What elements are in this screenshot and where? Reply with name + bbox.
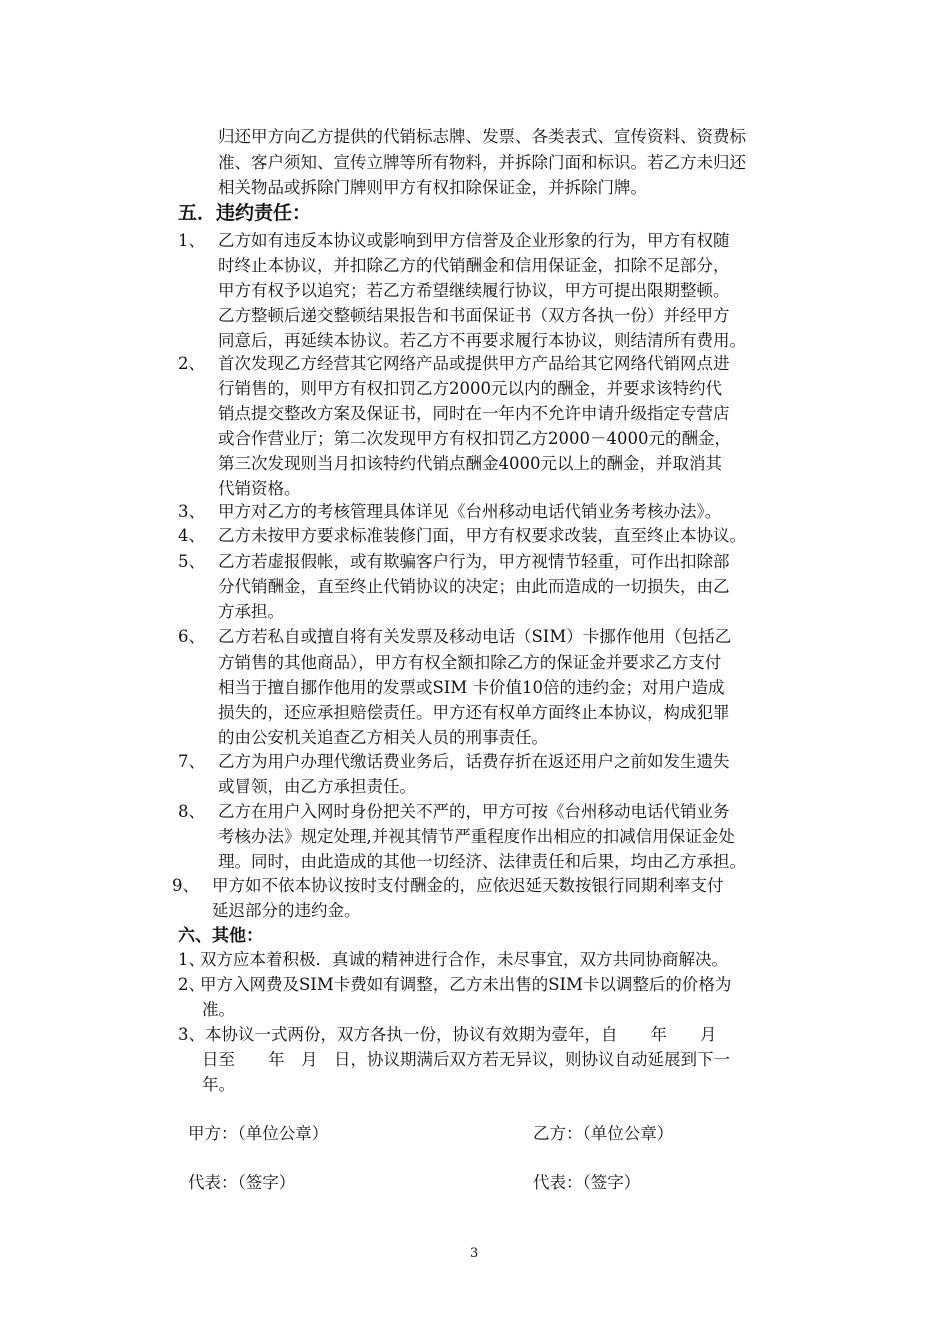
party-a-seal-label: 甲方：（单位公章） [188,1124,329,1143]
item-line: 乙方整顿后递交整顿结果报告和书面保证书（双方各执一份）并经甲方 [218,306,730,325]
item-number: 3、 [178,502,205,521]
item-line: 乙方如有违反本协议或影响到甲方信誉及企业形象的行为，甲方有权随 [218,231,730,250]
item-line: 或冒领，由乙方承担责任。 [218,777,416,796]
item-line: 理。同时，由此造成的其他一切经济、法律责任和后果，均由乙方承担。 [218,852,746,871]
item-line: 双方应本着积极．真诚的精神进行合作，未尽事宜，双方共同协商解决。 [200,950,728,969]
item-line: 方销售的其他商品），甲方有权全额扣除乙方的保证金并要求乙方支付 [218,653,722,672]
item-number: 5、 [178,552,205,571]
item-line: 甲方如不依本协议按时支付酬金的，应依迟延天数按银行同期利率支付 [212,876,724,895]
item-number: 4、 [178,526,205,545]
intro-line: 归还甲方向乙方提供的代销标志牌、发票、各类表式、宣传资料、资费标 [218,127,746,146]
item-number: 3、 [178,1025,205,1044]
item-line: 准。 [202,1000,235,1019]
item-line: 乙方为用户办理代缴话费业务后，话费存折在返还用户之前如发生遗失 [218,752,730,771]
item-number: 6、 [178,627,205,646]
intro-line: 准、客户须知、宣传立牌等所有物料，并拆除门面和标识。若乙方未归还 [218,153,746,172]
item-line: 方承担。 [218,602,284,621]
item-line: 代销资格。 [218,479,301,498]
item-line: 同意后，再延续本协议。若乙方不再要求履行本协议，则结清所有费用。 [218,331,746,350]
item-line: 本协议一式两份，双方各执一份，协议有效期为壹年，自 年 月 [205,1025,717,1044]
item-number: 2、 [178,975,205,994]
item-line: 时终止本协议，并扣除乙方的代销酬金和信用保证金，扣除不足部分， [218,256,730,275]
item-line: 销点提交整改方案及保证书，同时在一年内不允许申请升级指定专营店 [218,404,730,423]
party-b-representative-label: 代表：（签字） [533,1173,641,1192]
item-number: 8、 [178,802,205,821]
item-line: 行销售的，则甲方有权扣罚乙方2000元以内的酬金，并要求该特约代 [218,379,722,398]
item-number: 7、 [178,752,205,771]
item-number: 2、 [178,354,205,373]
item-line: 延迟部分的违约金。 [212,901,361,920]
item-line: 分代销酬金，直至终止代销协议的决定；由此而造成的一切损失，由乙 [218,577,730,596]
section-heading: 六、其他： [178,926,263,946]
item-line: 相当于擅自挪作他用的发票或SIM 卡价值10倍的违约金；对用户造成 [218,678,725,697]
item-line: 乙方在用户入网时身份把关不严的，甲方可按《台州移动电话代销业务 [218,802,730,821]
item-line: 首次发现乙方经营其它网络产品或提供甲方产品给其它网络代销网点进 [218,354,730,373]
item-line: 乙方若私自或擅自将有关发票及移动电话（SIM）卡挪作他用（包括乙 [218,627,732,646]
page-number: 3 [470,1246,479,1261]
item-line: 的由公安机关追查乙方相关人员的刑事责任。 [218,728,548,747]
item-line: 年。 [202,1075,235,1094]
item-line: 考核办法》规定处理,并视其情节严重程度作出相应的扣减信用保证金处 [218,827,735,846]
item-line: 或合作营业厅；第二次发现甲方有权扣罚乙方2000－4000元的酬金， [218,429,731,448]
item-line: 日至 年 月 日，协议期满后双方若无异议，则协议自动延展到下一 [202,1050,730,1069]
item-line: 第三次发现则当月扣该特约代销点酬金4000元以上的酬金，并取消其 [218,454,722,473]
item-line: 甲方有权予以追究；若乙方希望继续履行协议，甲方可提出限期整顿。 [218,281,730,300]
item-number: 1、 [178,231,205,250]
item-line: 乙方未按甲方要求标准装修门面，甲方有权要求改装，直至终止本协议。 [218,526,746,545]
item-number: 9、 [172,876,199,895]
party-b-seal-label: 乙方：（单位公章） [533,1124,674,1143]
item-line: 甲方入网费及SIM卡费如有调整，乙方未出售的SIM卡以调整后的价格为 [200,975,732,994]
party-a-representative-label: 代表：（签字） [188,1173,296,1192]
item-line: 乙方若虚报假帐，或有欺骗客户行为，甲方视情节轻重，可作出扣除部 [218,552,730,571]
item-number: 1、 [178,950,205,969]
intro-line: 相关物品或拆除门牌则甲方有权扣除保证金，并拆除门牌。 [218,178,647,197]
section-heading: 五．违约责任： [178,202,312,224]
item-line: 损失的，还应承担赔偿责任。甲方还有权单方面终止本协议，构成犯罪 [218,703,730,722]
item-line: 甲方对乙方的考核管理具体详见《台州移动电话代销业务考核办法》。 [218,502,722,521]
